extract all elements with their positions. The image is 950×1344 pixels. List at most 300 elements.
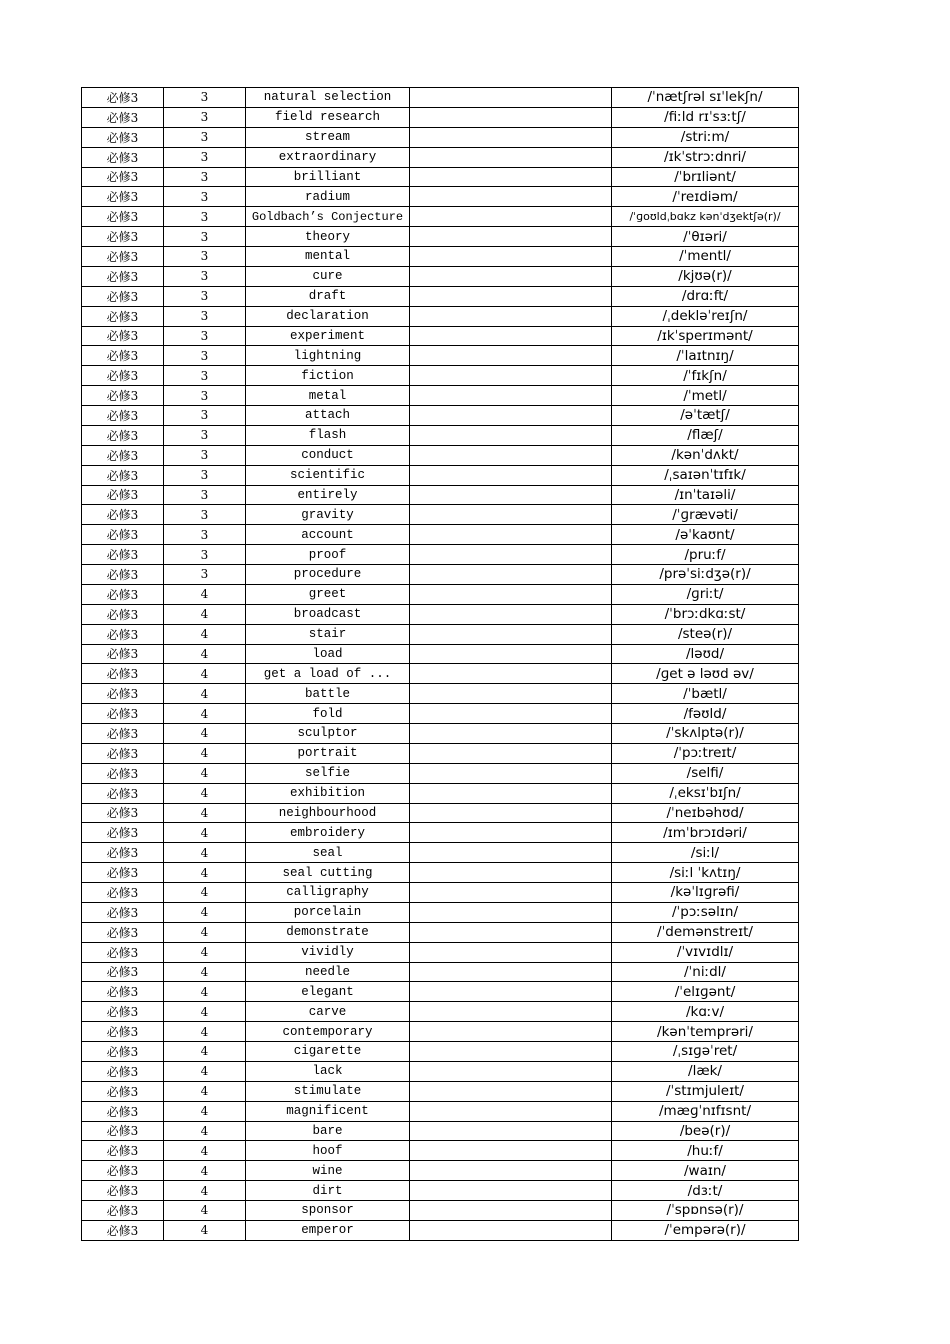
table-row bbox=[82, 1201, 799, 1221]
table-row bbox=[82, 883, 799, 903]
meaning-cell bbox=[410, 843, 612, 863]
phonetic-cell: /ɡet ə ləʊd əv/ bbox=[612, 664, 799, 684]
unit-cell: 4 bbox=[164, 982, 246, 1002]
book-cell: 必修3 bbox=[82, 187, 164, 207]
unit-cell: 3 bbox=[164, 505, 246, 525]
word-cell: broadcast bbox=[246, 604, 410, 624]
unit-cell: 3 bbox=[164, 565, 246, 585]
table-row bbox=[82, 366, 799, 386]
meaning-cell bbox=[410, 823, 612, 843]
table-row bbox=[82, 266, 799, 286]
meaning-cell bbox=[410, 624, 612, 644]
word-cell: declaration bbox=[246, 306, 410, 326]
word-cell: procedure bbox=[246, 565, 410, 585]
phonetic-cell: /ɪkˈsperɪmənt/ bbox=[612, 326, 799, 346]
meaning-cell bbox=[410, 425, 612, 445]
book-cell: 必修3 bbox=[82, 386, 164, 406]
table-row bbox=[82, 823, 799, 843]
word-cell: hoof bbox=[246, 1141, 410, 1161]
table-row bbox=[82, 167, 799, 187]
word-cell: fiction bbox=[246, 366, 410, 386]
word-cell: natural selection bbox=[246, 88, 410, 108]
book-cell: 必修3 bbox=[82, 883, 164, 903]
unit-cell: 3 bbox=[164, 386, 246, 406]
table-row bbox=[82, 107, 799, 127]
word-cell: metal bbox=[246, 386, 410, 406]
word-cell: entirely bbox=[246, 485, 410, 505]
unit-cell: 3 bbox=[164, 207, 246, 227]
book-cell: 必修3 bbox=[82, 88, 164, 108]
phonetic-cell: /ˈniːdl/ bbox=[612, 962, 799, 982]
word-cell: portrait bbox=[246, 743, 410, 763]
meaning-cell bbox=[410, 266, 612, 286]
word-cell: experiment bbox=[246, 326, 410, 346]
meaning-cell bbox=[410, 525, 612, 545]
unit-cell: 3 bbox=[164, 366, 246, 386]
meaning-cell bbox=[410, 704, 612, 724]
meaning-cell bbox=[410, 584, 612, 604]
phonetic-cell: /ˈmentl/ bbox=[612, 247, 799, 267]
book-cell: 必修3 bbox=[82, 763, 164, 783]
unit-cell: 3 bbox=[164, 167, 246, 187]
meaning-cell bbox=[410, 604, 612, 624]
word-cell: wine bbox=[246, 1161, 410, 1181]
word-cell: contemporary bbox=[246, 1022, 410, 1042]
word-cell: conduct bbox=[246, 445, 410, 465]
phonetic-cell: /fəʊld/ bbox=[612, 704, 799, 724]
word-cell: account bbox=[246, 525, 410, 545]
meaning-cell bbox=[410, 306, 612, 326]
unit-cell: 3 bbox=[164, 147, 246, 167]
unit-cell: 4 bbox=[164, 942, 246, 962]
unit-cell: 3 bbox=[164, 286, 246, 306]
table-row bbox=[82, 406, 799, 426]
unit-cell: 4 bbox=[164, 664, 246, 684]
phonetic-cell: /drɑːft/ bbox=[612, 286, 799, 306]
word-cell: magnificent bbox=[246, 1101, 410, 1121]
meaning-cell bbox=[410, 147, 612, 167]
word-cell: needle bbox=[246, 962, 410, 982]
book-cell: 必修3 bbox=[82, 306, 164, 326]
unit-cell: 3 bbox=[164, 406, 246, 426]
word-cell: stimulate bbox=[246, 1081, 410, 1101]
book-cell: 必修3 bbox=[82, 485, 164, 505]
unit-cell: 3 bbox=[164, 88, 246, 108]
unit-cell: 4 bbox=[164, 1081, 246, 1101]
table-row bbox=[82, 1002, 799, 1022]
phonetic-cell: /kɑːv/ bbox=[612, 1002, 799, 1022]
word-cell: attach bbox=[246, 406, 410, 426]
phonetic-cell: /ˈfɪkʃn/ bbox=[612, 366, 799, 386]
meaning-cell bbox=[410, 167, 612, 187]
book-cell: 必修3 bbox=[82, 366, 164, 386]
meaning-cell bbox=[410, 763, 612, 783]
table-row bbox=[82, 1121, 799, 1141]
vocabulary-table bbox=[81, 87, 799, 1241]
book-cell: 必修3 bbox=[82, 346, 164, 366]
table-row bbox=[82, 1101, 799, 1121]
book-cell: 必修3 bbox=[82, 724, 164, 744]
unit-cell: 4 bbox=[164, 1101, 246, 1121]
meaning-cell bbox=[410, 1121, 612, 1141]
phonetic-cell: /ˈskʌlptə(r)/ bbox=[612, 724, 799, 744]
meaning-cell bbox=[410, 724, 612, 744]
meaning-cell bbox=[410, 1081, 612, 1101]
phonetic-cell: /fiːld rɪˈsɜːtʃ/ bbox=[612, 107, 799, 127]
unit-cell: 4 bbox=[164, 783, 246, 803]
unit-cell: 4 bbox=[164, 1042, 246, 1062]
word-cell: embroidery bbox=[246, 823, 410, 843]
unit-cell: 3 bbox=[164, 326, 246, 346]
book-cell: 必修3 bbox=[82, 505, 164, 525]
book-cell: 必修3 bbox=[82, 783, 164, 803]
meaning-cell bbox=[410, 346, 612, 366]
phonetic-cell: /ˈlaɪtnɪŋ/ bbox=[612, 346, 799, 366]
book-cell: 必修3 bbox=[82, 107, 164, 127]
table-row bbox=[82, 863, 799, 883]
table-row bbox=[82, 783, 799, 803]
unit-cell: 3 bbox=[164, 346, 246, 366]
meaning-cell bbox=[410, 1201, 612, 1221]
book-cell: 必修3 bbox=[82, 942, 164, 962]
meaning-cell bbox=[410, 783, 612, 803]
table-row bbox=[82, 326, 799, 346]
unit-cell: 3 bbox=[164, 127, 246, 147]
table-row bbox=[82, 425, 799, 445]
table-row bbox=[82, 843, 799, 863]
unit-cell: 4 bbox=[164, 684, 246, 704]
meaning-cell bbox=[410, 644, 612, 664]
unit-cell: 3 bbox=[164, 525, 246, 545]
book-cell: 必修3 bbox=[82, 425, 164, 445]
meaning-cell bbox=[410, 1022, 612, 1042]
table-row bbox=[82, 902, 799, 922]
phonetic-cell: /ˈbætl/ bbox=[612, 684, 799, 704]
meaning-cell bbox=[410, 962, 612, 982]
unit-cell: 4 bbox=[164, 644, 246, 664]
word-cell: vividly bbox=[246, 942, 410, 962]
word-cell: dirt bbox=[246, 1181, 410, 1201]
book-cell: 必修3 bbox=[82, 584, 164, 604]
book-cell: 必修3 bbox=[82, 445, 164, 465]
phonetic-cell: /ˈɡrævəti/ bbox=[612, 505, 799, 525]
book-cell: 必修3 bbox=[82, 863, 164, 883]
word-cell: porcelain bbox=[246, 902, 410, 922]
meaning-cell bbox=[410, 545, 612, 565]
phonetic-cell: /ˈspɒnsə(r)/ bbox=[612, 1201, 799, 1221]
phonetic-cell: /ˌsaɪənˈtɪfɪk/ bbox=[612, 465, 799, 485]
table-row bbox=[82, 1220, 799, 1240]
meaning-cell bbox=[410, 982, 612, 1002]
meaning-cell bbox=[410, 465, 612, 485]
unit-cell: 4 bbox=[164, 843, 246, 863]
word-cell: sculptor bbox=[246, 724, 410, 744]
meaning-cell bbox=[410, 326, 612, 346]
book-cell: 必修3 bbox=[82, 843, 164, 863]
phonetic-cell: /əˈkaʊnt/ bbox=[612, 525, 799, 545]
unit-cell: 4 bbox=[164, 1141, 246, 1161]
unit-cell: 4 bbox=[164, 704, 246, 724]
meaning-cell bbox=[410, 1002, 612, 1022]
book-cell: 必修3 bbox=[82, 743, 164, 763]
table-row bbox=[82, 644, 799, 664]
unit-cell: 4 bbox=[164, 1022, 246, 1042]
meaning-cell bbox=[410, 922, 612, 942]
meaning-cell bbox=[410, 88, 612, 108]
table-row bbox=[82, 1022, 799, 1042]
book-cell: 必修3 bbox=[82, 266, 164, 286]
meaning-cell bbox=[410, 386, 612, 406]
book-cell: 必修3 bbox=[82, 1181, 164, 1201]
phonetic-cell: /striːm/ bbox=[612, 127, 799, 147]
table-row bbox=[82, 187, 799, 207]
unit-cell: 3 bbox=[164, 445, 246, 465]
table-row bbox=[82, 386, 799, 406]
table-row bbox=[82, 346, 799, 366]
phonetic-cell: /ˈnætʃrəl sɪˈlekʃn/ bbox=[612, 88, 799, 108]
book-cell: 必修3 bbox=[82, 1042, 164, 1062]
book-cell: 必修3 bbox=[82, 962, 164, 982]
book-cell: 必修3 bbox=[82, 207, 164, 227]
phonetic-cell: /ˈvɪvɪdlɪ/ bbox=[612, 942, 799, 962]
table-row bbox=[82, 306, 799, 326]
table-row bbox=[82, 704, 799, 724]
word-cell: elegant bbox=[246, 982, 410, 1002]
table-row bbox=[82, 982, 799, 1002]
meaning-cell bbox=[410, 247, 612, 267]
unit-cell: 4 bbox=[164, 1220, 246, 1240]
phonetic-cell: /beə(r)/ bbox=[612, 1121, 799, 1141]
unit-cell: 4 bbox=[164, 1201, 246, 1221]
table-row bbox=[82, 465, 799, 485]
phonetic-cell: /ɪmˈbrɔɪdəri/ bbox=[612, 823, 799, 843]
meaning-cell bbox=[410, 127, 612, 147]
vocabulary-table-body bbox=[82, 88, 799, 1241]
meaning-cell bbox=[410, 1220, 612, 1240]
phonetic-cell: /ɪkˈstrɔːdnri/ bbox=[612, 147, 799, 167]
phonetic-cell: /prəˈsiːdʒə(r)/ bbox=[612, 565, 799, 585]
meaning-cell bbox=[410, 286, 612, 306]
book-cell: 必修3 bbox=[82, 684, 164, 704]
word-cell: selfie bbox=[246, 763, 410, 783]
unit-cell: 4 bbox=[164, 1161, 246, 1181]
unit-cell: 3 bbox=[164, 187, 246, 207]
table-row bbox=[82, 584, 799, 604]
unit-cell: 3 bbox=[164, 425, 246, 445]
meaning-cell bbox=[410, 1061, 612, 1081]
unit-cell: 4 bbox=[164, 1181, 246, 1201]
phonetic-cell: /ˌdekləˈreɪʃn/ bbox=[612, 306, 799, 326]
word-cell: seal cutting bbox=[246, 863, 410, 883]
meaning-cell bbox=[410, 505, 612, 525]
meaning-cell bbox=[410, 743, 612, 763]
table-row bbox=[82, 743, 799, 763]
meaning-cell bbox=[410, 1042, 612, 1062]
book-cell: 必修3 bbox=[82, 664, 164, 684]
meaning-cell bbox=[410, 803, 612, 823]
unit-cell: 4 bbox=[164, 883, 246, 903]
word-cell: brilliant bbox=[246, 167, 410, 187]
book-cell: 必修3 bbox=[82, 1121, 164, 1141]
table-row bbox=[82, 942, 799, 962]
phonetic-cell: /ˈbrɔːdkɑːst/ bbox=[612, 604, 799, 624]
phonetic-cell: /kənˈtemprəri/ bbox=[612, 1022, 799, 1042]
unit-cell: 3 bbox=[164, 266, 246, 286]
word-cell: proof bbox=[246, 545, 410, 565]
book-cell: 必修3 bbox=[82, 525, 164, 545]
word-cell: lack bbox=[246, 1061, 410, 1081]
book-cell: 必修3 bbox=[82, 1141, 164, 1161]
word-cell: cigarette bbox=[246, 1042, 410, 1062]
book-cell: 必修3 bbox=[82, 247, 164, 267]
unit-cell: 3 bbox=[164, 247, 246, 267]
word-cell: sponsor bbox=[246, 1201, 410, 1221]
book-cell: 必修3 bbox=[82, 406, 164, 426]
meaning-cell bbox=[410, 883, 612, 903]
book-cell: 必修3 bbox=[82, 803, 164, 823]
word-cell: stream bbox=[246, 127, 410, 147]
table-row bbox=[82, 664, 799, 684]
unit-cell: 4 bbox=[164, 724, 246, 744]
word-cell: emperor bbox=[246, 1220, 410, 1240]
unit-cell: 3 bbox=[164, 227, 246, 247]
word-cell: field research bbox=[246, 107, 410, 127]
phonetic-cell: /ˌsɪɡəˈret/ bbox=[612, 1042, 799, 1062]
phonetic-cell: /ˌeksɪˈbɪʃn/ bbox=[612, 783, 799, 803]
meaning-cell bbox=[410, 207, 612, 227]
phonetic-cell: /læk/ bbox=[612, 1061, 799, 1081]
unit-cell: 4 bbox=[164, 604, 246, 624]
book-cell: 必修3 bbox=[82, 823, 164, 843]
meaning-cell bbox=[410, 187, 612, 207]
table-row bbox=[82, 604, 799, 624]
book-cell: 必修3 bbox=[82, 1002, 164, 1022]
meaning-cell bbox=[410, 1181, 612, 1201]
word-cell: gravity bbox=[246, 505, 410, 525]
book-cell: 必修3 bbox=[82, 127, 164, 147]
meaning-cell bbox=[410, 406, 612, 426]
book-cell: 必修3 bbox=[82, 326, 164, 346]
phonetic-cell: /flæʃ/ bbox=[612, 425, 799, 445]
book-cell: 必修3 bbox=[82, 286, 164, 306]
unit-cell: 3 bbox=[164, 485, 246, 505]
book-cell: 必修3 bbox=[82, 1101, 164, 1121]
meaning-cell bbox=[410, 1161, 612, 1181]
book-cell: 必修3 bbox=[82, 227, 164, 247]
word-cell: exhibition bbox=[246, 783, 410, 803]
book-cell: 必修3 bbox=[82, 465, 164, 485]
phonetic-cell: /pruːf/ bbox=[612, 545, 799, 565]
phonetic-cell: /steə(r)/ bbox=[612, 624, 799, 644]
phonetic-cell: /siːl/ bbox=[612, 843, 799, 863]
phonetic-cell: /huːf/ bbox=[612, 1141, 799, 1161]
word-cell: demonstrate bbox=[246, 922, 410, 942]
book-cell: 必修3 bbox=[82, 147, 164, 167]
book-cell: 必修3 bbox=[82, 922, 164, 942]
word-cell: extraordinary bbox=[246, 147, 410, 167]
unit-cell: 4 bbox=[164, 1061, 246, 1081]
unit-cell: 4 bbox=[164, 803, 246, 823]
word-cell: seal bbox=[246, 843, 410, 863]
word-cell: load bbox=[246, 644, 410, 664]
phonetic-cell: /əˈtætʃ/ bbox=[612, 406, 799, 426]
book-cell: 必修3 bbox=[82, 545, 164, 565]
book-cell: 必修3 bbox=[82, 704, 164, 724]
book-cell: 必修3 bbox=[82, 644, 164, 664]
phonetic-cell: /kənˈdʌkt/ bbox=[612, 445, 799, 465]
word-cell: theory bbox=[246, 227, 410, 247]
table-row bbox=[82, 286, 799, 306]
table-row bbox=[82, 962, 799, 982]
table-row bbox=[82, 1161, 799, 1181]
phonetic-cell: /ˈneɪbəhʊd/ bbox=[612, 803, 799, 823]
phonetic-cell: /ˈɡoʊldˌbɑkz kənˈdʒektʃə(r)/ bbox=[612, 207, 799, 227]
phonetic-cell: /ˈmetl/ bbox=[612, 386, 799, 406]
phonetic-cell: /ˈstɪmjuleɪt/ bbox=[612, 1081, 799, 1101]
phonetic-cell: /ˈθɪəri/ bbox=[612, 227, 799, 247]
table-row bbox=[82, 545, 799, 565]
phonetic-cell: /selfi/ bbox=[612, 763, 799, 783]
word-cell: Goldbach’s Conjecture bbox=[246, 207, 410, 227]
unit-cell: 4 bbox=[164, 584, 246, 604]
word-cell: radium bbox=[246, 187, 410, 207]
phonetic-cell: /ˈreɪdiəm/ bbox=[612, 187, 799, 207]
meaning-cell bbox=[410, 227, 612, 247]
word-cell: cure bbox=[246, 266, 410, 286]
phonetic-cell: /ləʊd/ bbox=[612, 644, 799, 664]
book-cell: 必修3 bbox=[82, 565, 164, 585]
meaning-cell bbox=[410, 942, 612, 962]
table-row bbox=[82, 485, 799, 505]
phonetic-cell: /ˈbrɪliənt/ bbox=[612, 167, 799, 187]
word-cell: battle bbox=[246, 684, 410, 704]
phonetic-cell: /mæɡˈnɪfɪsnt/ bbox=[612, 1101, 799, 1121]
unit-cell: 4 bbox=[164, 743, 246, 763]
unit-cell: 3 bbox=[164, 465, 246, 485]
table-row bbox=[82, 227, 799, 247]
phonetic-cell: /waɪn/ bbox=[612, 1161, 799, 1181]
unit-cell: 4 bbox=[164, 902, 246, 922]
unit-cell: 3 bbox=[164, 306, 246, 326]
book-cell: 必修3 bbox=[82, 902, 164, 922]
unit-cell: 4 bbox=[164, 624, 246, 644]
table-row bbox=[82, 207, 799, 227]
table-row bbox=[82, 1181, 799, 1201]
book-cell: 必修3 bbox=[82, 1022, 164, 1042]
word-cell: scientific bbox=[246, 465, 410, 485]
table-row bbox=[82, 127, 799, 147]
phonetic-cell: /kəˈlɪɡrəfi/ bbox=[612, 883, 799, 903]
book-cell: 必修3 bbox=[82, 167, 164, 187]
meaning-cell bbox=[410, 565, 612, 585]
table-row bbox=[82, 565, 799, 585]
meaning-cell bbox=[410, 664, 612, 684]
meaning-cell bbox=[410, 485, 612, 505]
unit-cell: 3 bbox=[164, 545, 246, 565]
table-row bbox=[82, 147, 799, 167]
table-row bbox=[82, 88, 799, 108]
unit-cell: 3 bbox=[164, 107, 246, 127]
table-row bbox=[82, 247, 799, 267]
book-cell: 必修3 bbox=[82, 982, 164, 1002]
phonetic-cell: /ˈdemənstreɪt/ bbox=[612, 922, 799, 942]
table-row bbox=[82, 505, 799, 525]
meaning-cell bbox=[410, 1141, 612, 1161]
book-cell: 必修3 bbox=[82, 624, 164, 644]
phonetic-cell: /ˈpɔːsəlɪn/ bbox=[612, 902, 799, 922]
word-cell: mental bbox=[246, 247, 410, 267]
phonetic-cell: /ɡriːt/ bbox=[612, 584, 799, 604]
